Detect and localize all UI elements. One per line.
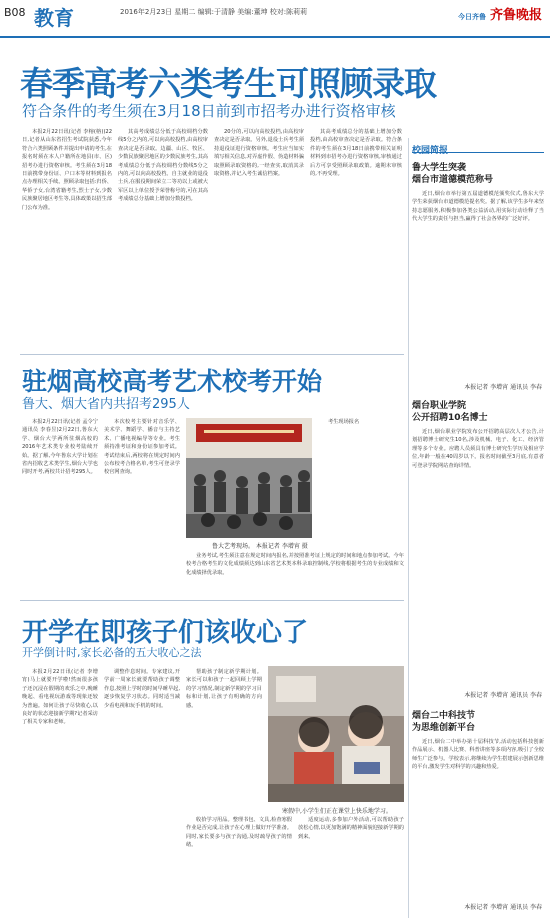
children-classroom-image — [268, 666, 404, 802]
issue-meta: 2016年2月23日 星期二 编辑:于清静 美编:董坤 校对:陈莉莉 — [120, 8, 308, 16]
article1-column-4 — [310, 128, 402, 348]
article3-photo — [268, 666, 404, 802]
article3-text-2: 调整作息时间。专家建议,开学前一周家长就要帮助孩子调整作息,按照上学时的时间早睡早起,逐步恢复学习状态。同时适当减少看电视和玩手机的时间。 — [104, 669, 180, 709]
article1-text-3: 20分的,可以向高校投档,由高校审查决定是否录取。另外,退役士兵考生须持退役证进行资格审核。考生应当如实填写相关信息,对弄虚作假、伪造材料骗取照顾录取资格的,一经查实,取消其录取资格,并记入考生诚信档案。 — [214, 129, 304, 178]
sidebar-briefs — [412, 138, 544, 918]
sidebar-tag-label: 校园简报 — [412, 146, 449, 156]
article3-text-5: 适度运动,多参加户外活动,可以帮助孩子放松心情,以更加饱满的精神面貌迎接新学期的到来。 — [298, 817, 404, 840]
article1-text-4: 其高考成绩总分的基础上增加分数投档,由高校审查决定是否录取。符合条件的考生须在3月18日前携带相关证明材料到市招考办进行资格审核,审核通过后方可享受照顾录取政策。逾期未审核的,不再受理。 — [310, 129, 402, 178]
sidebar-item-2-body — [412, 428, 544, 688]
sidebar-item-3-title: 烟台二中科技节 为思维创新平台 — [412, 711, 476, 733]
article2-column-2 — [104, 418, 180, 596]
sidebar-divider — [408, 138, 409, 918]
sidebar-item-1-body — [412, 190, 544, 380]
article2-photo-caption: 鲁大艺考现场。 本报记者 李增宵 摄 — [212, 543, 308, 550]
sidebar-item-3-text: 近日,烟台二中举办第十届科技节,活动包括科技创新作品展示、机器人比赛、科普讲座等多项内容,吸引了全校师生广泛参与。学校表示,将继续为学生搭建展示创新思维的平台,激发学生对科学的兴趣和热爱。 — [412, 739, 544, 771]
divider — [20, 600, 404, 601]
sidebar-item-2-author: 本报记者 李增宵 通讯员 李春 — [464, 692, 542, 699]
article3-column-3 — [186, 668, 262, 810]
article3-subheadline: 开学倒计时,家长必备的五大收心之法 — [22, 646, 202, 659]
newspaper-brand — [458, 4, 542, 23]
sidebar-item-1-text: 近日,烟台市举行第五届道德模范颁奖仪式,鲁东大学学生荣获烟台市道德模范提名奖。据了解,该学生多年来坚持志愿服务,积极参加各类公益活动,用实际行动诠释了当代大学生的责任与担当,赢得了社会各界的广泛好评。 — [412, 191, 544, 223]
page-header — [0, 0, 550, 38]
section-title: 教育 — [34, 6, 74, 30]
article1-text-2: 其高考成绩总分低于高校调档分数线5分之内的,可以向高校投档,由高校审查决定是否录取。边疆、山区、牧区、少数民族聚居地区的少数民族考生,其高考成绩总分低于高校调档分数线5分之内的,可以向高校投档。自主就业的退役士兵,在服役期间荣立二等功以上或被大军区以上单位授予荣誉称号的,可在其高考成绩总分基础上增加分数投档。 — [118, 129, 208, 203]
article3-column-2 — [104, 668, 180, 918]
article2-text-3: 考生现场报名 — [328, 419, 360, 425]
sidebar-tag — [412, 138, 544, 156]
article3-photo-caption: 寒假中,小学生们正在课堂上快乐地学习。 — [282, 808, 392, 815]
article3-column-1 — [22, 668, 98, 918]
article3-text-4: 收拾学习用品。整理书包、文具,检查寒假作业是否完成,让孩子在心理上做好开学准备。同时,家长要多与孩子沟通,及时疏导孩子的情绪。 — [186, 817, 292, 849]
article2-text-2: 本次校考主要针对音乐学、美术学、舞蹈学、播音与主持艺术、广播电视编导等专业。考生须持准考证和身份证参加考试。考试结束后,两校将在规定时间内公布校考合格名单,考生可登录学校官网查询。 — [104, 419, 180, 476]
article2-subheadline: 鲁大、烟大省内共招考295人 — [22, 397, 190, 412]
article1-column-3 — [214, 128, 304, 348]
article1-subheadline: 符合条件的考生须在3月18日前到市招考办进行资格审核 — [22, 102, 396, 120]
article2-column-3 — [318, 418, 404, 538]
article1-column-1 — [22, 128, 112, 348]
article3-column-4 — [186, 816, 292, 918]
sidebar-item-3-author: 本报记者 李增宵 通讯员 李春 — [464, 904, 542, 911]
article1-headline: 春季高考六类考生可照顾录取 — [20, 64, 436, 103]
sidebar-item-2-title: 烟台职业学院 公开招聘10名博士 — [412, 401, 488, 423]
article3-column-5 — [298, 816, 404, 918]
article2-text-1: 本报2月22日讯(记者 孟令宁 通讯员 李春昱)2月22日,鲁东大学、烟台大学两所驻烟高校的2016年艺术类专业校考陆续开始。据了解,今年鲁东大学计划在省内招收艺术类学生,烟台大学也同时开考,两校共计招考295人。 — [22, 419, 98, 476]
sidebar-item-2-text: 近日,烟台职业学院发布公开招聘高层次人才公告,计划招聘博士研究生10名,涉及机械、电子、化工、经济管理等多个专业。应聘人员须具有博士研究生学历及相应学位,年龄一般在40周岁以下。报名时间截至3月底,有意者可登录学院网站查询详情。 — [412, 429, 544, 469]
article1-text-1: 本报2月22日讯(记者 李榕(榕))22日,记者从山东省招生考试院获悉,今年符合六类照顾条件并提出申请的考生,在报名时须在本人户籍所在地县(市、区)招考办进行资格审核。考生须在3月18日前携带身份证、户口本等材料到报名点办理相关手续。照顾录取包括:归侨、华侨子女,台湾省籍考生,烈士子女,少数民族聚居地区考生等,具体政策以招生部门公布为准。 — [22, 129, 112, 211]
page-number: B08 — [4, 6, 26, 19]
article2-headline: 驻烟高校高考艺术校考开始 — [22, 367, 323, 396]
article3-text-3: 帮助孩子制定新学期计划。家长可以和孩子一起回顾上学期的学习情况,制定新学期的学习目标和计划,让孩子有明确的方向感。 — [186, 669, 262, 709]
article3-text-1: 本报2月22日讯(记者 李增宵)马上就要开学啦!然而很多孩子还沉浸在假期的欢乐之中,晚睡晚起、看电视玩游戏等现象还较为普遍。如何让孩子尽快收心,以良好的状态迎接新学期?记者采访了相关专家和老师。 — [22, 669, 98, 726]
brand-prefix: 今日齐鲁 — [457, 13, 486, 21]
article3-headline: 开学在即孩子们该收心了 — [22, 618, 309, 648]
article2-photo — [186, 418, 312, 538]
article2-column-1 — [22, 418, 98, 596]
exam-scene-image — [186, 418, 312, 538]
sidebar-item-1-author: 本报记者 李增宵 通讯员 李春 — [464, 384, 542, 391]
divider — [20, 354, 404, 355]
article2-text-4: 业务考试,考生须注意在规定时间内报名,并按照准考证上规定的时间和地点参加考试。今年校考合格考生的文化成绩须达到山东省艺术类本科录取控制线,学校将根据考生的专业成绩和文化成绩择优录取。 — [186, 553, 404, 576]
article1-column-2 — [118, 128, 208, 348]
sidebar-item-3-body — [412, 738, 544, 898]
article2-column-4 — [186, 552, 404, 596]
brand-name: 齐鲁晚报 — [489, 8, 542, 23]
sidebar-item-1-title: 鲁大学生突袭 烟台市道德模范称号 — [412, 163, 494, 185]
